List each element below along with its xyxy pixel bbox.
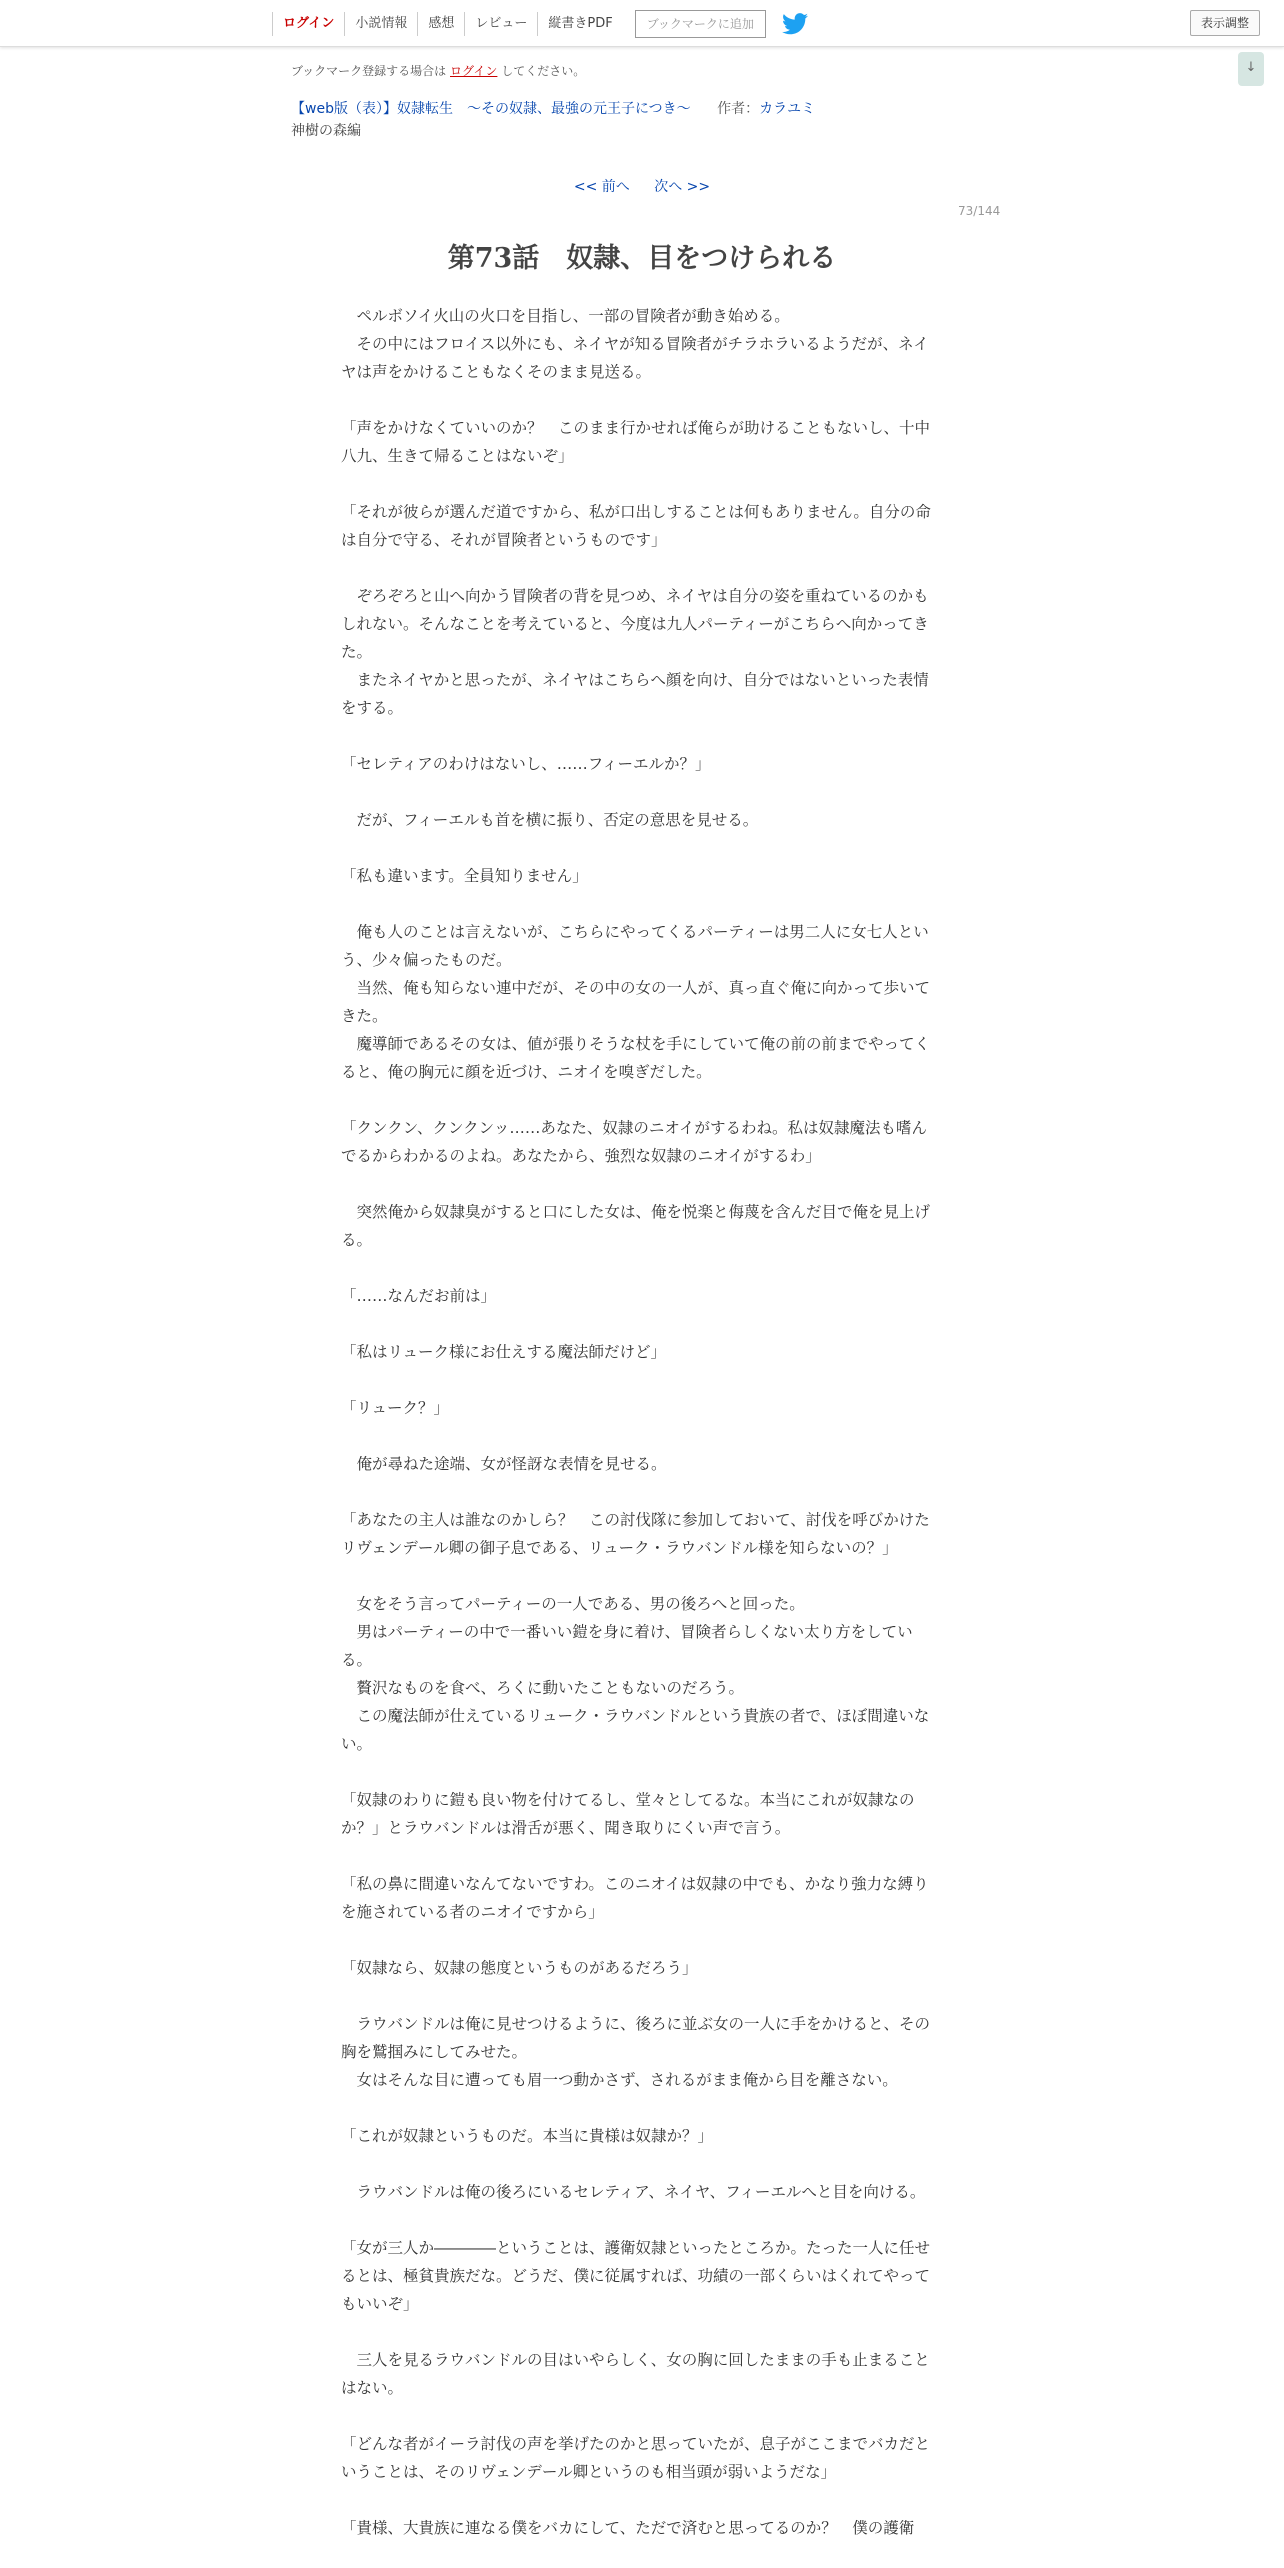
body-paragraph: 俺が尋ねた途端、女が怪訝な表情を見せる。 bbox=[341, 1455, 667, 1473]
novel-title-link[interactable]: 【web版（表）】奴隷転生 ～その奴隷、最強の元王子につき～ bbox=[291, 101, 691, 117]
author-label: 作者： bbox=[717, 101, 760, 117]
blank-line bbox=[341, 1310, 937, 1338]
author-link[interactable]: カラユミ bbox=[759, 101, 816, 117]
nav-impressions[interactable]: 感想 bbox=[417, 12, 464, 36]
blank-line bbox=[341, 2150, 937, 2178]
bookmark-note-suffix: してください。 bbox=[501, 64, 586, 78]
body-paragraph: 「私はリューク様にお仕えする魔法師だけど」 bbox=[341, 1343, 667, 1361]
prev-link[interactable]: << 前へ bbox=[573, 179, 630, 195]
episode-title: 第73話 奴隷、目をつけられる bbox=[447, 243, 837, 274]
body-paragraph: 「セレティアのわけはないし、……フィーエルか？」 bbox=[341, 755, 711, 773]
body-paragraph: 魔導師であるその女は、値が張りそうな杖を手にしていて俺の前の前までやってくると、俺の胸元に顔を近づけ、ニオイを嗅ぎだした。 bbox=[341, 1035, 931, 1081]
body-paragraph: 女はそんな目に遭っても眉一つ動かさず、されるがまま俺から目を離さない。 bbox=[341, 2071, 898, 2089]
blank-line bbox=[341, 834, 937, 862]
bookmark-login-note bbox=[291, 62, 585, 79]
body-paragraph: 突然俺から奴隷臭がすると口にした女は、俺を悦楽と侮蔑を含んだ目で俺を見上げる。 bbox=[341, 1203, 931, 1249]
blank-line bbox=[341, 722, 937, 750]
blank-line bbox=[341, 2318, 937, 2346]
add-bookmark-button[interactable]: ブックマークに追加 bbox=[635, 10, 766, 38]
body-paragraph: 「私も違います。全員知りません」 bbox=[341, 867, 588, 885]
bookmark-note-prefix: ブックマーク登録する場合は bbox=[291, 64, 447, 78]
blank-line bbox=[341, 890, 937, 918]
body-paragraph: 三人を見るラウバンドルの目はいやらしく、女の胸に回したままの手も止まることはない。 bbox=[341, 2351, 930, 2397]
body-paragraph: 「奴隷のわりに鎧も良い物を付けてるし、堂々としてるな。本当にこれが奴隷なのか？」とラウバンドルは滑舌が悪く、聞き取りにくい声で言う。 bbox=[341, 1791, 915, 1837]
blank-line bbox=[341, 386, 937, 414]
blank-line bbox=[341, 2402, 937, 2430]
blank-line bbox=[341, 2486, 937, 2514]
chapter-body bbox=[341, 302, 937, 2542]
blank-line bbox=[341, 1422, 937, 1450]
body-paragraph: 「私の鼻に間違いなんてないですわ。このニオイは奴隷の中でも、かなり強力な縛りを施されている者のニオイですから」 bbox=[341, 1875, 929, 1921]
bookmark-note-login-link[interactable]: ログイン bbox=[450, 64, 498, 78]
body-paragraph: 「リューク？」 bbox=[341, 1399, 450, 1417]
body-paragraph: 「……なんだお前は」 bbox=[341, 1287, 497, 1305]
blank-line bbox=[341, 554, 937, 582]
top-header bbox=[0, 0, 1284, 47]
body-paragraph: またネイヤかと思ったが、ネイヤはこちらへ顔を向け、自分ではないといった表情をする。 bbox=[341, 671, 929, 717]
scroll-down-button[interactable] bbox=[1238, 52, 1264, 86]
body-paragraph: この魔法師が仕えているリューク・ラウバンドルという貴族の者で、ほぼ間違いない。 bbox=[341, 1707, 930, 1753]
novel-info bbox=[291, 98, 815, 120]
blank-line bbox=[341, 1086, 937, 1114]
blank-line bbox=[341, 2206, 937, 2234]
body-paragraph: 「クンクン、クンクンッ……あなた、奴隷のニオイがするわね。私は奴隷魔法も嗜んでるからわかるのよね。あなたから、強烈な奴隷のニオイがするわ」 bbox=[341, 1119, 928, 1165]
body-paragraph: 「あなたの主人は誰なのかしら？ この討伐隊に参加しておいて、討伐を呼びかけたリヴェンデール卿の御子息である、リューク・ラウバンドル様を知らないの？」 bbox=[341, 1511, 930, 1557]
body-paragraph: 「奴隷なら、奴隷の態度というものがあるだろう」 bbox=[341, 1959, 698, 1977]
chapter-name: 神樹の森編 bbox=[291, 123, 361, 139]
body-paragraph: ぞろぞろと山へ向かう冒険者の背を見つめ、ネイヤは自分の姿を重ねているのかもしれない。そんなことを考えていると、今度は九人パーティーがこちらへ向かってきた。 bbox=[341, 587, 929, 661]
nav-novel-info[interactable]: 小説情報 bbox=[344, 12, 417, 36]
blank-line bbox=[341, 470, 937, 498]
body-paragraph: 「どんな者がイーラ討伐の声を挙げたのかと思っていたが、息子がここまでバカだということは、そのリヴェンデール卿というのも相当頭が弱いようだな」 bbox=[341, 2435, 931, 2481]
blank-line bbox=[341, 2094, 937, 2122]
body-paragraph: 「貴様、大貴族に連なる僕をバカにして、ただで済むと思ってるのか？ 僕の護衛 bbox=[341, 2519, 915, 2537]
body-paragraph: ペルボソイ火山の火口を目指し、一部の冒険者が動き始める。 bbox=[341, 307, 790, 325]
body-paragraph: 「女が三人か――――ということは、護衛奴隷といったところか。たった一人に任せるとは、極貧貴族だな。どうだ、僕に従属すれば、功績の一部くらいはくれてやってもいいぞ」 bbox=[341, 2239, 931, 2313]
blank-line bbox=[341, 1926, 937, 1954]
body-paragraph: ラウバンドルは俺に見せつけるように、後ろに並ぶ女の一人に手をかけると、その胸を鷲掴みにしてみせた。 bbox=[341, 2015, 931, 2061]
display-adjust-button[interactable]: 表示調整 bbox=[1190, 10, 1260, 36]
body-paragraph: その中にはフロイス以外にも、ネイヤが知る冒険者がチラホラいるようだが、ネイヤは声をかけることもなくそのまま見送る。 bbox=[341, 335, 929, 381]
body-paragraph: 男はパーティーの中で一番いい鎧を身に着け、冒険者らしくない太り方をしている。 bbox=[341, 1623, 913, 1669]
blank-line bbox=[341, 1254, 937, 1282]
body-paragraph: 「これが奴隷というものだ。本当に貴様は奴隷か？」 bbox=[341, 2127, 714, 2145]
page-number: 73/144 bbox=[958, 204, 1001, 218]
blank-line bbox=[341, 1842, 937, 1870]
body-paragraph: だが、フィーエルも首を横に振り、否定の意思を見せる。 bbox=[341, 811, 759, 829]
body-paragraph: ラウバンドルは俺の後ろにいるセレティア、ネイヤ、フィーエルへと目を向ける。 bbox=[341, 2183, 926, 2201]
blank-line bbox=[341, 1982, 937, 2010]
nav-login[interactable]: ログイン bbox=[272, 12, 344, 36]
nav-review[interactable]: レビュー bbox=[464, 12, 537, 36]
pager-top bbox=[0, 176, 1284, 196]
next-link[interactable]: 次へ >> bbox=[654, 179, 711, 195]
body-paragraph: 「それが彼らが選んだ道ですから、私が口出しすることは何もありません。自分の命は自分で守る、それが冒険者というものです」 bbox=[341, 503, 931, 549]
body-paragraph: 俺も人のことは言えないが、こちらにやってくるパーティーは男二人に女七人という、少々偏ったものだ。 bbox=[341, 923, 929, 969]
body-paragraph: 贅沢なものを食べ、ろくに動いたこともないのだろう。 bbox=[341, 1679, 745, 1697]
body-paragraph: 当然、俺も知らない連中だが、その中の女の一人が、真っ直ぐ俺に向かって歩いてきた。 bbox=[341, 979, 931, 1025]
blank-line bbox=[341, 1478, 937, 1506]
twitter-icon[interactable] bbox=[782, 13, 808, 35]
blank-line bbox=[341, 1758, 937, 1786]
blank-line bbox=[341, 1562, 937, 1590]
nav-vertical-pdf[interactable]: 縦書きPDF bbox=[537, 12, 622, 36]
blank-line bbox=[341, 778, 937, 806]
blank-line bbox=[341, 1366, 937, 1394]
arrow-down-icon: ↓ bbox=[1245, 60, 1257, 75]
body-paragraph: 「声をかけなくていいのか？ このまま行かせれば俺らが助けることもないし、十中八九、生きて帰ることはないぞ」 bbox=[341, 419, 931, 465]
body-paragraph: 女をそう言ってパーティーの一人である、男の後ろへと回った。 bbox=[341, 1595, 805, 1613]
header-nav bbox=[272, 6, 808, 42]
blank-line bbox=[341, 1170, 937, 1198]
